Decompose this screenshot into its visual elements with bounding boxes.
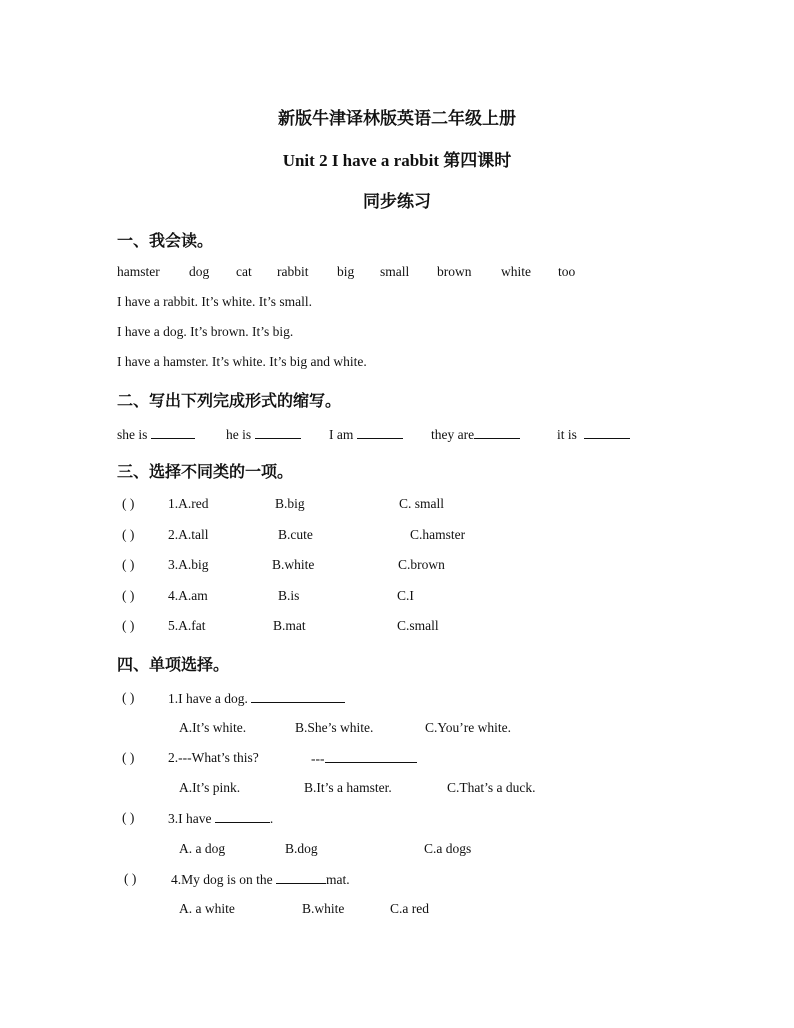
option-a: 3.A.big	[168, 557, 209, 572]
contraction-item	[117, 426, 195, 443]
option-b: B.white	[272, 557, 315, 572]
word: too	[558, 264, 576, 279]
option-a: 2.A.tall	[168, 527, 209, 542]
question-text: 2.---What’s this?	[168, 750, 259, 765]
question-stem	[168, 690, 345, 707]
answer-parentheses[interactable]: ( )	[122, 810, 135, 825]
option-a: 4.A.am	[168, 588, 208, 603]
answer-parentheses[interactable]: ( )	[122, 557, 135, 572]
option-b: B.mat	[273, 618, 306, 633]
answer-parentheses[interactable]: ( )	[122, 618, 135, 633]
answer-parentheses[interactable]: ( )	[122, 750, 135, 765]
option-b: B.white	[302, 901, 345, 916]
answer-parentheses[interactable]: ( )	[122, 527, 135, 542]
option-c: C.a red	[390, 901, 429, 916]
word: big	[337, 264, 355, 279]
answer-blank[interactable]	[357, 426, 403, 439]
question-text: 4.My dog is on the	[171, 872, 273, 887]
option-b: B.It’s a hamster.	[304, 780, 392, 795]
option-b: B.dog	[285, 841, 318, 856]
contraction-item	[557, 426, 630, 443]
question-suffix: .	[269, 811, 274, 826]
option-a: A. a white	[179, 901, 235, 916]
answer-blank[interactable]	[584, 426, 630, 439]
answer-blank[interactable]	[255, 426, 301, 439]
contraction-label: they are	[431, 427, 475, 442]
option-a: A. a dog	[179, 841, 226, 856]
subtitle: 同步练习	[363, 192, 431, 211]
option-c: C.I	[397, 588, 414, 603]
word: white	[501, 264, 531, 279]
reading-sentence: I have a rabbit. It’s white. It’s small.	[117, 294, 312, 309]
answer-blank[interactable]	[325, 750, 417, 763]
option-c: C. small	[399, 496, 445, 511]
contraction-item	[431, 426, 520, 443]
contraction-item	[329, 426, 403, 443]
word: small	[380, 264, 410, 279]
reading-sentence: I have a hamster. It’s white. It’s big and white.	[117, 354, 367, 369]
word: hamster	[117, 264, 160, 279]
contraction-label: I am	[329, 427, 354, 442]
question-text: 3.I have	[168, 811, 212, 826]
worksheet-title: 新版牛津译林版英语二年级上册	[278, 109, 516, 128]
answer-parentheses[interactable]: ( )	[122, 690, 135, 705]
word: brown	[437, 264, 472, 279]
question-text: 1.I have a dog.	[168, 691, 248, 706]
option-b: B.cute	[278, 527, 313, 542]
response-line	[311, 750, 417, 767]
option-c: C.a dogs	[424, 841, 472, 856]
question-suffix: mat.	[326, 872, 350, 887]
option-c: C.hamster	[410, 527, 466, 542]
section2-heading: 二、写出下列完成形式的缩写。	[117, 393, 342, 410]
option-c: C.You’re white.	[425, 720, 512, 735]
option-b: B.is	[278, 588, 300, 603]
contraction-label: he is	[226, 427, 252, 442]
option-a: 1.A.red	[168, 496, 209, 511]
question-stem	[168, 810, 273, 827]
option-b: B.big	[275, 496, 305, 511]
option-b: B.She’s white.	[295, 720, 374, 735]
contraction-item	[226, 426, 301, 443]
option-a: A.It’s pink.	[179, 780, 241, 795]
unit-title: Unit 2 I have a rabbit 第四课时	[282, 151, 512, 170]
option-a: 5.A.fat	[168, 618, 206, 633]
answer-blank[interactable]	[251, 690, 345, 703]
answer-parentheses[interactable]: ( )	[122, 496, 135, 511]
option-c: C.small	[397, 618, 439, 633]
answer-parentheses[interactable]: ( )	[124, 871, 137, 886]
section3-heading: 三、选择不同类的一项。	[117, 464, 294, 481]
answer-blank[interactable]	[474, 426, 520, 439]
option-c: C.That’s a duck.	[447, 780, 536, 795]
section1-heading: 一、我会读。	[117, 233, 214, 250]
answer-blank[interactable]	[151, 426, 195, 439]
option-a: A.It’s white.	[179, 720, 247, 735]
word: rabbit	[277, 264, 309, 279]
reading-sentence: I have a dog. It’s brown. It’s big.	[117, 324, 294, 339]
answer-parentheses[interactable]: ( )	[122, 588, 135, 603]
answer-blank[interactable]	[276, 871, 326, 884]
word: dog	[189, 264, 210, 279]
response-prefix: ---	[311, 751, 325, 766]
answer-blank[interactable]	[215, 810, 270, 823]
contraction-label: it is	[557, 427, 577, 442]
contraction-label: she is	[117, 427, 148, 442]
section4-heading: 四、单项选择。	[117, 657, 230, 674]
option-c: C.brown	[398, 557, 445, 572]
question-stem	[171, 871, 350, 888]
word: cat	[236, 264, 252, 279]
